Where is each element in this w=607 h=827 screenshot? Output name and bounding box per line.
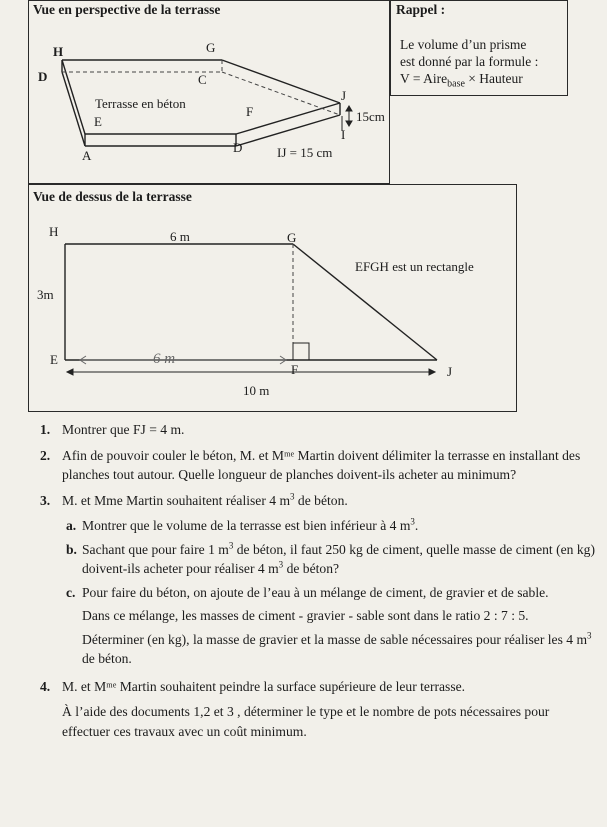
q3a-text-a: Montrer que le volume de la terrasse est bien inférieur à 4 m	[82, 518, 411, 533]
q3-exp: 3	[290, 490, 295, 501]
label-IJ: IJ = 15 cm	[277, 145, 333, 160]
q3c-p2-a: Déterminer (en kg), la masse de gravier et la masse de sable nécessaires pour réaliser les 4 m	[82, 631, 588, 647]
tv-label-bottom: 10 m	[243, 383, 270, 398]
formula-sub: base	[447, 78, 465, 90]
tv-rect-note: EFGH est un rectangle	[355, 259, 474, 274]
q3-num: 3.	[40, 492, 51, 508]
label-J: J	[341, 88, 347, 103]
tv-label-top-len: 6 m	[170, 229, 190, 244]
q3b-num: b.	[66, 541, 77, 557]
rappel-line1: Le volume d’un prisme	[400, 37, 527, 52]
q3a-text-b: .	[414, 518, 419, 533]
q1-text: Montrer que FJ = 4 m.	[62, 422, 185, 437]
q3c-p2-b: de béton.	[82, 651, 132, 666]
question-3a	[40, 516, 595, 536]
q3b-text-b: de béton, il faut 250 kg de ciment, quelle masse de ciment (en kg) doivent-ils acheter pour réaliser 4 m	[82, 541, 595, 576]
label-height: 15cm	[356, 109, 385, 124]
q3b-exp2: 3	[278, 559, 284, 570]
q3b-text-a: Sachant que pour faire 1 m	[82, 541, 229, 557]
q2-num: 2.	[40, 447, 51, 463]
question-3	[40, 491, 595, 511]
q3c-text: Pour faire du béton, on ajoute de l’eau à un mélange de ciment, de gravier et de sable.	[82, 584, 549, 600]
tv-label-F: F	[291, 362, 299, 377]
q3a-num: a.	[66, 518, 77, 533]
q3c-exp: 3	[587, 629, 592, 640]
label-D-left: D	[38, 69, 48, 84]
tv-label-E: E	[50, 352, 58, 367]
label-G-top: G	[206, 40, 216, 55]
label-H: H	[53, 44, 64, 59]
question-3b	[40, 540, 595, 579]
question-4-p	[40, 702, 595, 741]
tv-label-G: G	[287, 230, 297, 245]
question-1	[40, 420, 595, 440]
label-terrace: Terrasse en béton	[95, 96, 186, 111]
formula-rest: × Hauteur	[464, 71, 523, 86]
q4-num: 4.	[40, 678, 51, 694]
label-C: C	[198, 72, 207, 87]
perspective-title: Vue en perspective de la terrasse	[33, 2, 221, 17]
q3-text-b: de béton.	[294, 492, 348, 508]
q1-num: 1.	[40, 422, 51, 437]
q4-p: À l’aide des documents 1,2 et 3 , déterminer le type et le nombre de pots nécessaires pour effectuer ces travaux avec un coût minimum.	[62, 704, 550, 739]
label-D-bottom: D	[233, 140, 243, 155]
q3b-text-c: de béton?	[283, 561, 340, 576]
label-E: E	[94, 114, 102, 129]
top-view-title: Vue de dessus de la terrasse	[33, 189, 192, 204]
question-2	[40, 446, 595, 485]
q3c-num: c.	[66, 584, 76, 600]
tv-handwritten: 6 m	[153, 351, 176, 367]
dim-arrow-10m	[67, 369, 435, 375]
q3-text-a: M. et Mme Martin souhaitent réaliser 4 m	[62, 492, 291, 508]
rappel-line2: est donné par la formule :	[400, 54, 539, 69]
question-3c-p2	[40, 630, 595, 669]
question-3c	[40, 583, 595, 603]
label-I: I	[341, 127, 346, 142]
q4-text: M. et Mᵐᵉ Martin souhaitent peindre la surface supérieure de leur terrasse.	[62, 678, 466, 694]
hand-arrow	[80, 356, 286, 364]
label-F: F	[246, 104, 254, 119]
question-3c-p1: Dans ce mélange, les masses de ciment - gravier - sable sont dans le ratio 2 : 7 : 5.	[82, 608, 529, 623]
label-A: A	[82, 148, 92, 163]
question-4	[40, 677, 595, 697]
right-angle-mark	[293, 343, 309, 360]
q2-text: Afin de pouvoir couler le béton, M. et Mᵐᵉ Martin doivent délimiter la terrasse en installant des planches tout autour. Quelle longueur de planches doivent-ils acheter au minimum?	[62, 447, 581, 482]
questions	[40, 420, 595, 747]
tv-label-side: 3m	[37, 287, 54, 302]
tv-label-H: H	[49, 224, 59, 239]
q3b-exp1: 3	[228, 539, 234, 550]
tv-label-J: J	[447, 364, 453, 379]
formula-v: V = Aire	[400, 71, 448, 86]
q3a-exp: 3	[410, 516, 415, 527]
rappel-title: Rappel :	[396, 2, 446, 17]
